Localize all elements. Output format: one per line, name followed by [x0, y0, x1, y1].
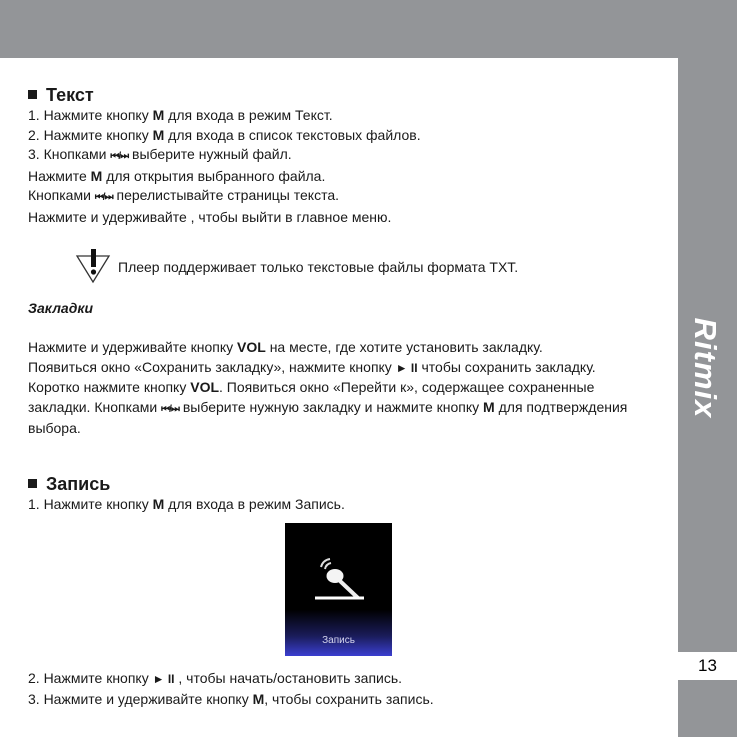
- bookmark-paragraph-2: Появиться окно «Сохранить закладку», нажмите кнопку ► II чтобы сохранить закладку.: [28, 358, 596, 375]
- play-pause-icon: ► II: [395, 360, 418, 375]
- section-title-record: Запись: [28, 473, 648, 495]
- text-step: 1. Нажмите кнопку M для входа в режим Текст.: [28, 107, 333, 123]
- prev-next-icon: ⏮/⏭: [161, 403, 179, 415]
- device-screen: [285, 523, 392, 656]
- text-step: 3. Кнопками ⏮/⏭ выберите нужный файл.: [28, 146, 292, 162]
- text-step: Кнопками ⏮/⏭ перелистывайте страницы текста.: [28, 187, 339, 203]
- screen-caption: Запись: [322, 635, 355, 646]
- warning-note: [75, 248, 635, 288]
- text-step: 2. Нажмите кнопку M для входа в список текстовых файлов.: [28, 126, 421, 143]
- text-step: Нажмите и удерживайте , чтобы выйти в главное меню.: [28, 208, 392, 225]
- record-section: [28, 473, 648, 515]
- record-step-3: 3. Нажмите и удерживайте кнопку M, чтобы сохранить запись.: [28, 690, 434, 707]
- page-number: 13: [678, 652, 737, 680]
- bookmark-paragraph-1: Нажмите и удерживайте кнопку VOL на месте, где хотите установить закладку.: [28, 339, 543, 355]
- bookmarks-body: [28, 338, 628, 439]
- text-step: Нажмите M для открытия выбранного файла.: [28, 167, 326, 184]
- note-text: Плеер поддерживает только текстовые файлы формата TXT.: [118, 259, 519, 275]
- text-steps: [28, 106, 668, 227]
- bookmarks-title: Закладки: [28, 300, 94, 316]
- play-pause-icon: ► II: [152, 672, 175, 686]
- record-step-1: 1. Нажмите кнопку M для входа в режим Запись.: [28, 496, 345, 512]
- bullet-square-icon: [28, 479, 37, 488]
- brand-logo: Ritmix: [688, 317, 723, 419]
- warning-icon: [75, 248, 111, 284]
- section-title-text: Текст: [28, 84, 668, 106]
- header-bar: [0, 0, 737, 58]
- bookmark-paragraph-3: Коротко нажмите кнопку VOL. Появиться окно «Перейти к», содержащее сохраненные закладки. Кнопками ⏮/⏭ выберите нужную закладку и нажмите кнопку M для подтверждения выбора.: [28, 379, 628, 436]
- bullet-square-icon: [28, 90, 37, 99]
- microphone-icon: [285, 523, 392, 633]
- record-step-2: 2. Нажмите кнопку ► II , чтобы начать/остановить запись.: [28, 670, 403, 686]
- text-section: [28, 84, 668, 227]
- record-steps: [28, 669, 648, 709]
